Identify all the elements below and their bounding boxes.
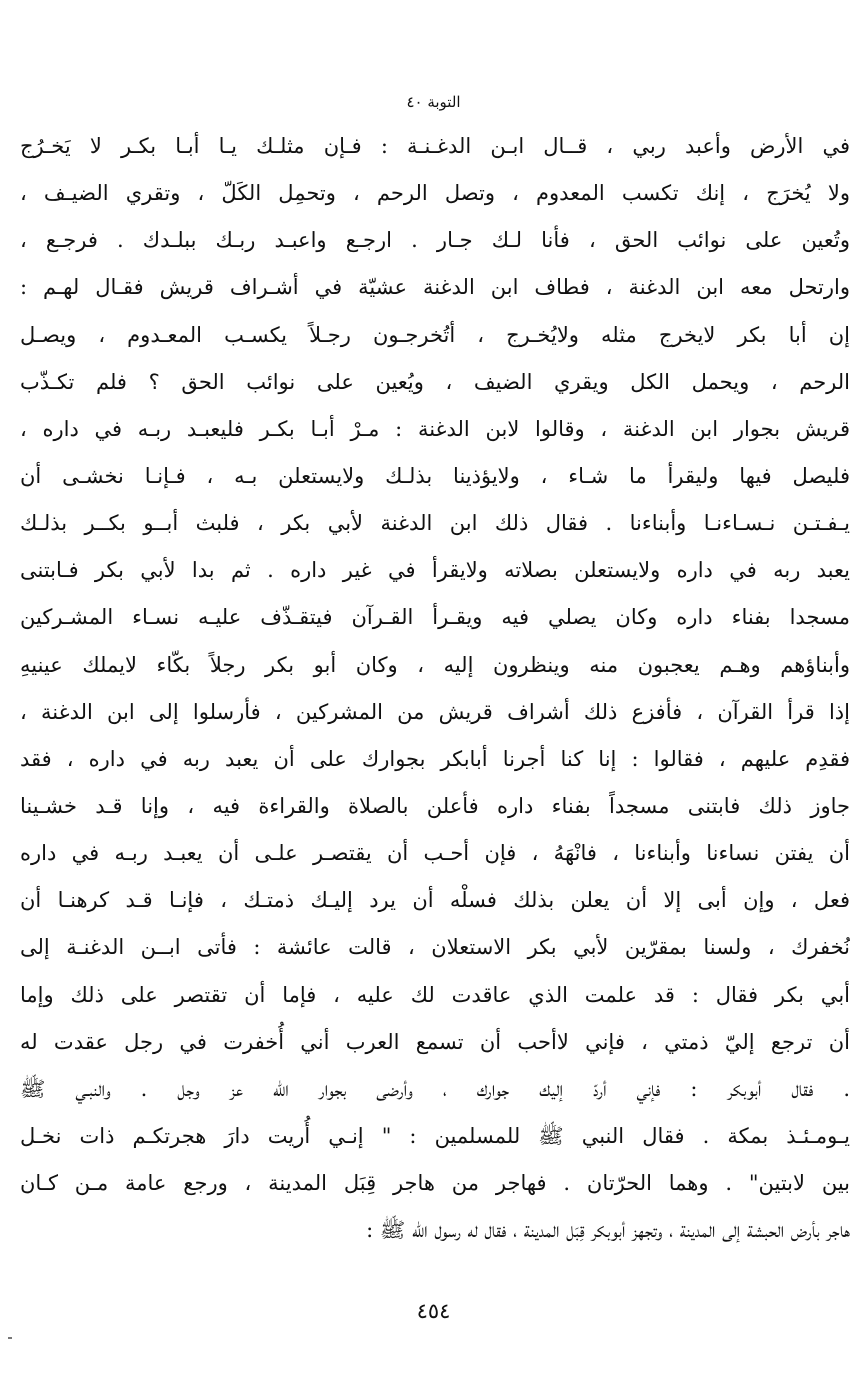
scan-edge-mark xyxy=(8,1337,12,1339)
text-line: يـفـتـن نـسـاءنـا وأبناءنا . فقال ذلك ابن الدغنة لأبي بكر ، فلبث أبــو بكــر بذلـك xyxy=(20,511,850,536)
text-line: فقدِم عليهم ، فقالوا : إنا كنا أجرنا أبابكر بجوارك على أن يعبد ربه في داره ، فقد xyxy=(20,746,850,771)
text-line: وارتحل معه ابن الدغنة ، فطاف ابن الدغنة عشيّة في أشـراف قريش فقـال لهـم : xyxy=(20,275,850,300)
text-line: جاوز ذلك فابتنى مسجداً بفناء داره فأعلن بالصلاة والقراءة فيه ، وإنا قـد خشـينا xyxy=(20,793,850,818)
text-line: في الأرض وأعبد ربي ، قــال ابـن الدغـنـة : فـإن مثلـك يـا أبـا بكـر لا يَخـرُج xyxy=(20,134,850,158)
running-header xyxy=(0,90,867,114)
page-number: ٤٥٤ xyxy=(416,1299,451,1323)
text-line: بين لابتين" . وهما الحرّتان . فهاجر من هاجر قِبَل المدينة ، ورجع عامة مـن كـان xyxy=(20,1171,850,1196)
body-text xyxy=(20,123,850,1254)
text-line: مسجدا بفناء داره وكان يصلي فيه ويقـرأ القـرآن فيتقـذّف عليـه نسـاء المشـركين xyxy=(20,605,850,630)
text-line: هاجر بأرض الحبشة إلى المدينة ، وتجهز أبوبكر قِبَل المدينة ، فقال له رسول الله ﷺ : xyxy=(366,1218,850,1243)
text-line: يـومـئـذ بمكة . فقال النبي ﷺ للمسلمين : " إنـي أُريت دارَ هجرتكـم ذات نخـل xyxy=(20,1123,850,1148)
running-title: التوبة ٤٠ xyxy=(406,93,461,111)
text-line: يعبد ربه في داره ولايستعلن بصلاته ولايقرأ في غير داره . ثم بدا لأبي بكر فـابتنى xyxy=(20,558,850,583)
text-line: إذا قرأ القرآن ، فأفزع ذلك أشراف قريش من المشركين ، فأرسلوا إلى ابن الدغنة ، xyxy=(20,699,850,724)
text-line: الرحم ، ويحمل الكل ويقري الضيف ، ويُعين على نوائب الحق ؟ فلم تكـذّب xyxy=(20,369,850,394)
text-line: فعل ، وإن أبى إلا أن يعلن بذلك فسلْه أن يرد إليـك ذمتـك ، فإنـا قـد كرهنـا أن xyxy=(20,888,850,913)
text-line: أبي بكر فقال : قد علمت الذي عاقدت لك عليه ، فإما أن تقتصر على ذلك وإما xyxy=(20,982,850,1007)
text-line: نُخفرك ، ولسنا بمقرّين لأبي بكر الاستعلان ، قالت عائشة : فأتى ابــن الدغنـة إلى xyxy=(20,935,850,960)
text-line: إن أبا بكر لايخرج مثله ولايُخـرج ، أتُخرجـون رجـلاً يكسـب المعـدوم ، ويصـل xyxy=(20,322,850,347)
text-line: وتُعين على نوائب الحق ، فأنا لـك جـار . ارجـع واعبـد ربـك ببلـدك . فرجـع ، xyxy=(20,228,850,253)
text-line: . فقال أبوبكر : فإني أردّ إليك جوارك ، وأرضى بجوار الله عز وجل . والنبـي ﷺ xyxy=(20,1076,850,1101)
text-line: أن ترجع إليّ ذمتي ، فإني لاأحب أن تسمع العرب أني أُخفرت في رجل عقدت له xyxy=(20,1029,850,1054)
text-line: أن يفتن نساءنا وأبناءنا ، فانْهَهُ ، فإن أحـب أن يقتصـر علـى أن يعبـد ربـه في داره xyxy=(20,841,850,866)
text-line: فليصل فيها وليقرأ ما شـاء ، ولايؤذينا بذلـك ولايستعلن بـه ، فـإنـا نخشـى أن xyxy=(20,463,850,488)
text-line: ولا يُخرَج ، إنك تكسب المعدوم ، وتصل الرحم ، وتحمِل الكَلّ ، وتقري الضيـف ، xyxy=(20,181,850,206)
text-line: قريش بجوار ابن الدغنة ، وقالوا لابن الدغنة : مـرْ أبـا بكـر فليعبـد ربـه في داره ، xyxy=(20,416,850,441)
text-line: وأبناؤهم وهـم يعجبون منه وينظرون إليه ، وكان أبو بكر رجلاً بكّاء لايملك عينيهِ xyxy=(20,652,850,677)
